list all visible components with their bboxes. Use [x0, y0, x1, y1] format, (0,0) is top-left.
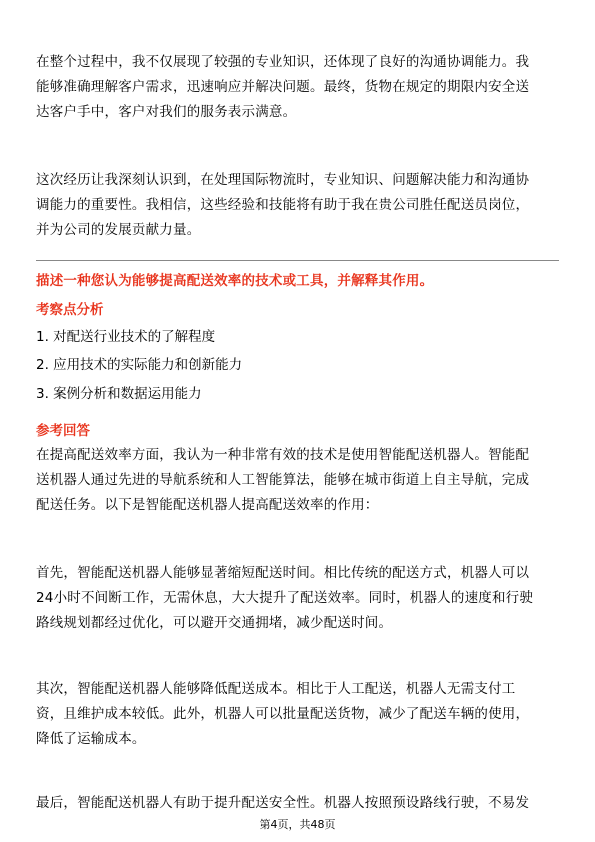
body-paragraph [36, 168, 566, 243]
text-line: 最后，智能配送机器人有助于提升配送安全性。机器人按照预设路线行驶，不易发 [36, 795, 530, 811]
text-line: 配送任务。以下是智能配送机器人提高配送效率的作用： [36, 497, 379, 513]
analysis-item: 2. 应用技术的实际能力和创新能力 [36, 357, 243, 373]
text-line: 其次，智能配送机器人能够降低配送成本。相比于人工配送，机器人无需支付工 [36, 681, 516, 697]
answer-paragraph [36, 677, 566, 752]
answer-paragraph [36, 561, 566, 636]
text-line: 调能力的重要性。我相信，这些经验和技能将有助于我在贵公司胜任配送员岗位， [36, 197, 530, 213]
analysis-item: 1. 对配送行业技术的了解程度 [36, 329, 216, 345]
section-divider [36, 260, 559, 261]
page-number: 第4页，共48页 [259, 818, 336, 831]
text-line: 并为公司的发展贡献力量。 [36, 222, 201, 238]
text-line: 能够准确理解客户需求，迅速响应并解决问题。最终，货物在规定的期限内安全送 [36, 79, 530, 95]
text-line: 达客户手中，客户对我们的服务表示满意。 [36, 104, 297, 120]
analysis-heading: 考察点分析 [36, 302, 104, 318]
text-line: 送机器人通过先进的导航系统和人工智能算法，能够在城市街道上自主导航，完成 [36, 472, 530, 488]
analysis-item: 3. 案例分析和数据运用能力 [36, 386, 202, 402]
answer-paragraph [36, 791, 566, 816]
text-line: 24小时不间断工作，无需休息，大大提升了配送效率。同时，机器人的速度和行驶 [36, 590, 534, 606]
text-line: 这次经历让我深刻认识到，在处理国际物流时，专业知识、问题解决能力和沟通协 [36, 172, 530, 188]
text-line: 降低了运输成本。 [36, 731, 146, 747]
text-line: 资，且维护成本较低。此外，机器人可以批量配送货物，减少了配送车辆的使用， [36, 706, 530, 722]
question-title: 描述一种您认为能够提高配送效率的技术或工具，并解释其作用。 [36, 273, 434, 289]
answer-heading: 参考回答 [36, 423, 90, 439]
answer-paragraph [36, 443, 566, 518]
text-line: 路线规划都经过优化，可以避开交通拥堵，减少配送时间。 [36, 615, 393, 631]
text-line: 在整个过程中，我不仅展现了较强的专业知识，还体现了良好的沟通协调能力。我 [36, 54, 530, 70]
text-line: 首先，智能配送机器人能够显著缩短配送时间。相比传统的配送方式，机器人可以 [36, 565, 530, 581]
text-line: 在提高配送效率方面，我认为一种非常有效的技术是使用智能配送机器人。智能配 [36, 447, 530, 463]
body-paragraph [36, 50, 566, 125]
